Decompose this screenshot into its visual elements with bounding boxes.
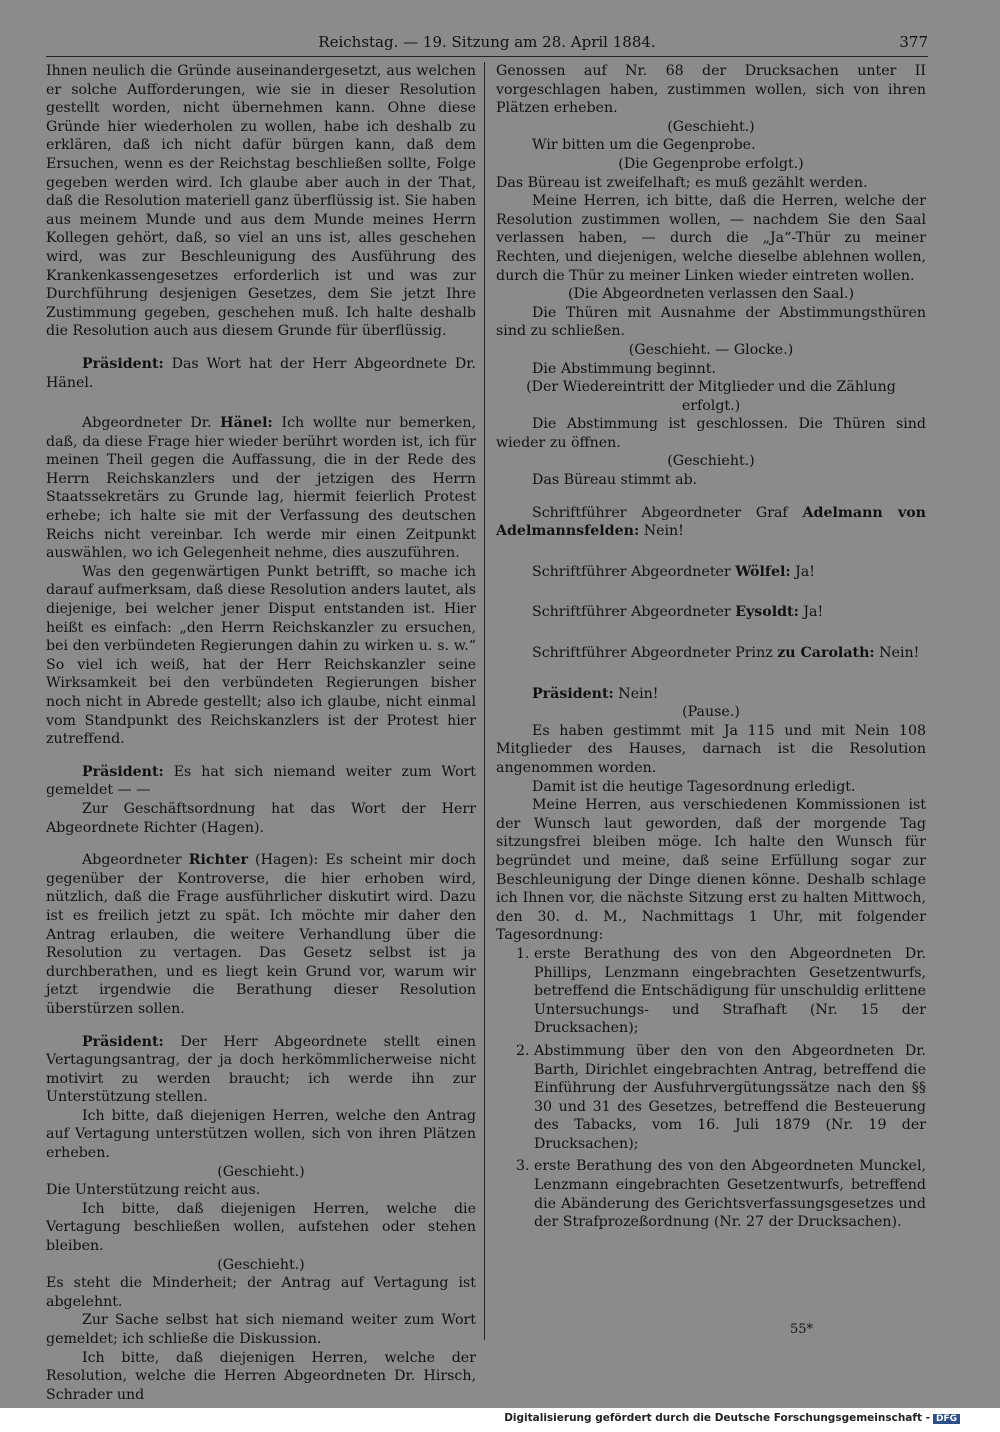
stage-direction: (Pause.): [682, 704, 740, 721]
paragraph: Meine Herren, aus verschiedenen Kommissionen ist der Wunsch laut geworden, daß der morgende Tag sitzungsfrei bleiben möge. Ich halte den Wunsch für begründet und meine, daß seine Erfüllung sogar zur Beschleunigung der Dinge dienen könne. Deshalb schlage ich Ihnen vor, die nächste Sitzung erst zu halten Mittwoch, den 30. d. M., Nachmittags 1 Uhr, mit folgender Tagesordnung:: [496, 797, 926, 944]
page-number: 377: [899, 33, 928, 51]
paragraph: Wir bitten um die Gegenprobe.: [532, 137, 756, 154]
list-item: 1. erste Berathung des von den Abgeordneten Dr. Phillips, Lenzmann eingebrachten Gesetzentwurfs, betreffend die Entschädigung für unschuldig erlittene Untersuchungs- und Strafhaft (Nr. 15 der Drucksachen);: [534, 945, 926, 1038]
speaker-name: Wölfel:: [735, 563, 791, 580]
paragraph: Präsident: Nein!: [532, 685, 659, 702]
paragraph: Die Unterstützung reicht aus.: [46, 1182, 261, 1199]
paragraph: Zur Sache selbst hat sich niemand weiter zum Wort gemeldet; ich schließe die Diskussion.: [46, 1312, 476, 1347]
speaker-name: Präsident:: [532, 685, 614, 702]
paragraph: Ich bitte, daß diejenigen Herren, welche den Antrag auf Vertagung unterstützen wollen, sich von ihren Plätzen erheben.: [46, 1107, 476, 1162]
speaker-name: Richter: [188, 852, 248, 869]
paragraph: Präsident: Der Herr Abgeordnete stellt einen Vertagungsantrag, der ja doch herkömmlicherweise nicht motivirt zu werden braucht; ich werde ihn zur Unterstützung stellen.: [46, 1033, 476, 1106]
paragraph: Es steht die Minderheit; der Antrag auf Vertagung ist abgelehnt.: [46, 1275, 476, 1310]
paragraph: Es haben gestimmt mit Ja 115 und mit Nein 108 Mitglieder des Hauses, darnach ist die Resolution angenommen worden.: [496, 722, 926, 776]
footer-text: Digitalisierung gefördert durch die Deutsche Forschungsgemeinschaft -: [504, 1412, 930, 1424]
dfg-logo: DFG: [933, 1414, 960, 1424]
speaker-name: Präsident:: [82, 763, 164, 780]
list-item: 3. erste Berathung des von den Abgeordneten Munckel, Lenzmann eingebrachten Gesetzentwurfs, betreffend die Abänderung des Gerichtsverfassungsgesetzes und der Strafprozeßordnung (Nr. 27 der Drucksachen).: [534, 1157, 926, 1231]
agenda-list: [496, 945, 926, 1232]
speaker-name: Hänel:: [220, 415, 273, 432]
paragraph: Meine Herren, ich bitte, daß die Herren, welche der Resolution zustimmen wollen, — nachdem Sie den Saal verlassen haben, — durch die „Ja“-Thür zu meiner Rechten, und diejenigen, welche dieselbe ablehnen wollen, durch die Thür zu meiner Linken wieder eintreten wollen.: [496, 193, 926, 284]
paragraph: Schriftführer Abgeordneter Prinz zu Carolath: Nein!: [532, 645, 920, 662]
paragraph: Genossen auf Nr. 68 der Drucksachen unter II vorgeschlagen haben, zustimmen wollen, sich von ihren Plätzen erheben.: [496, 63, 926, 117]
paragraph: Schriftführer Abgeordneter Eysoldt: Ja!: [532, 604, 824, 621]
paragraph: Schriftführer Abgeordneter Wölfel: Ja!: [532, 563, 815, 580]
speaker-name: zu Carolath:: [777, 645, 875, 662]
stage-direction: (Die Abgeordneten verlassen den Saal.): [568, 286, 854, 303]
paragraph: Das Büreau stimmt ab.: [532, 472, 698, 489]
speaker-name: Adelmann von Adelmannsfelden:: [496, 504, 926, 540]
footer-credit: [504, 1412, 960, 1424]
right-column: [496, 62, 926, 1236]
paragraph: Was den gegenwärtigen Punkt betrifft, so mache ich darauf aufmerksam, daß diese Resolution anders lautet, als diejenige, bei welcher jener Disput entstanden ist. Hier heißt es einfach: „den Herrn Reichskanzler zu ersuchen, bei den verbündeten Regierungen dahin zu wirken u. s. w.“ So viel ich weiß, hat der Herr Reichskanzler seine Wirksamkeit bei den verbündeten Regierungen bisher noch nicht in Abrede gestellt; also ich glaube, nicht einmal vom Standpunkt des Reichskanzlers ist der Protest hier zutreffend.: [46, 563, 476, 748]
paragraph: Die Abstimmung ist geschlossen. Die Thüren sind wieder zu öffnen.: [496, 416, 926, 451]
running-title: Reichstag. — 19. Sitzung am 28. April 1884.: [318, 33, 656, 51]
paragraph: Abgeordneter Richter (Hagen): Es scheint mir doch gegenüber der Kontroverse, die hier erhoben wird, nützlich, daß die Frage ausführlicher diskutirt wird. Dazu ist es freilich jetzt zu spät. Ich möchte mir daher den Antrag erlauben, die weitere Verhandlung über die Resolution zu vertagen. Das Gesetz selbst ist ja durchberathen, und es liegt kein Grund vor, warum wir jetzt irgendwie die Berathung dieser Resolution überstürzen sollen.: [46, 852, 476, 1017]
paragraph: Die Abstimmung beginnt.: [532, 360, 717, 377]
stage-direction: (Der Wiedereintritt der Mitglieder und die Zählung erfolgt.): [526, 379, 896, 414]
stage-direction: (Geschieht.): [667, 453, 755, 470]
paragraph: Zur Geschäftsordnung hat das Wort der Herr Abgeordnete Richter (Hagen).: [46, 800, 476, 836]
paragraph: Ich bitte, daß diejenigen Herren, welche die Vertagung beschließen wollen, aufstehen oder stehen bleiben.: [46, 1200, 476, 1255]
paragraph: Die Thüren mit Ausnahme der Abstimmungsthüren sind zu schließen.: [496, 304, 926, 340]
paragraph: Präsident: Es hat sich niemand weiter zum Wort gemeldet — —: [46, 763, 476, 799]
speaker-name: Eysoldt:: [735, 604, 799, 621]
paragraph: Ihnen neulich die Gründe auseinandergesetzt, aus welchen er solche Aufforderungen, wie sie in dieser Resolution gestellt worden, nicht übernehmen kann. Ohne diese Gründe hier wiederholen zu wollen, habe ich deshalb zu erklären, daß ich nicht dafür bürgen kann, daß dem Ersuchen, wenn es der Reichstag beschließen sollte, Folge gegeben werden wird. Ich glaube aber auch in der That, daß die Resolution materiell ganz überflüssig ist. Sie haben aus meinem Munde und aus dem Munde meines Herrn Kollegen gehört, daß, so viel an uns ist, alles geschehen wird, was zur Beschleunigung des Ausführung des Krankenkassengesetzes erforderlich ist und was zur Durchführung desjenigen Gesetzes, dem Sie jetzt Ihre Zustimmung gegeben, geschehen muß. Ich halte deshalb die Resolution auch aus diesem Grunde für überflüssig.: [46, 63, 476, 340]
signature-mark: 55*: [790, 1322, 814, 1337]
stage-direction: (Die Gegenprobe erfolgt.): [618, 155, 804, 172]
stage-direction: (Geschieht.): [217, 1163, 305, 1180]
paragraph: Damit ist die heutige Tagesordnung erledigt.: [532, 778, 856, 795]
list-item: 2. Abstimmung über den von den Abgeordneten Dr. Barth, Dirichlet eingebrachten Antrag, betreffend die Einführung der Ausfuhrvergütungssätze nach den §§ 30 und 31 des Gesetzes, betreffend die Besteuerung des Tabacks, vom 16. Juli 1879 (Nr. 19 der Drucksachen);: [534, 1042, 926, 1154]
page-header: [46, 30, 928, 57]
paragraph: Ich bitte, daß diejenigen Herren, welche der Resolution, welche die Herren Abgeordneten Dr. Hirsch, Schrader und: [46, 1349, 476, 1403]
stage-direction: (Geschieht.): [667, 118, 755, 135]
stage-direction: (Geschieht. — Glocke.): [628, 341, 794, 358]
paragraph: Abgeordneter Dr. Hänel: Ich wollte nur bemerken, daß, da diese Frage hier wieder berührt worden ist, ich für meinen Theil gegen die Auffassung, die in der Rede des Herrn Reichskanzlers und der jetzigen des Herrn Staatssekretärs zu Grunde lag, hiermit feierlich Protest erhebe; ich halte sie mit der Verfassung des deutschen Reichs nicht vereinbar. Ich werde mir einen Zeitpunkt auswählen, wo ich Gelegenheit nehme, dies auszuführen.: [46, 415, 476, 562]
paragraph: Das Büreau ist zweifelhaft; es muß gezählt werden.: [496, 174, 868, 191]
stage-direction: (Geschieht.): [217, 1256, 305, 1273]
column-divider: [484, 62, 485, 1340]
left-column: [46, 62, 476, 1404]
paragraph: Präsident: Das Wort hat der Herr Abgeordnete Dr. Hänel.: [46, 355, 476, 391]
speaker-name: Präsident:: [82, 1033, 164, 1050]
speaker-name: Präsident:: [82, 355, 164, 372]
paragraph: Schriftführer Abgeordneter Graf Adelmann von Adelmannsfelden: Nein!: [496, 504, 926, 540]
